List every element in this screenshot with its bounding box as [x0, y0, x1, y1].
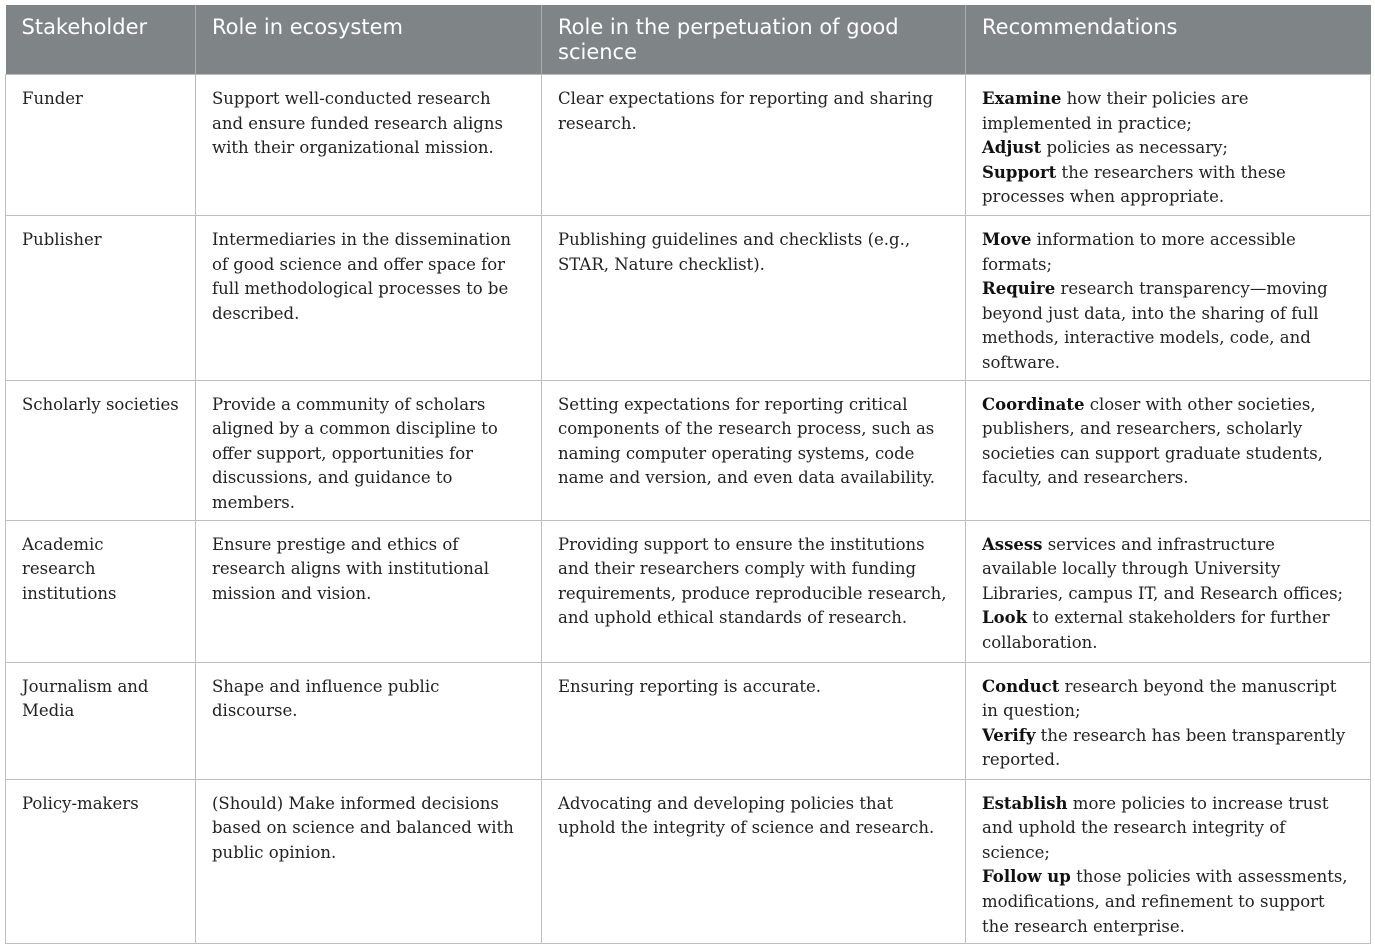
recommendation-item — [982, 393, 1354, 491]
recommendation-item — [982, 228, 1354, 277]
recommendation-text: policies as necessary; — [1041, 138, 1228, 158]
header-row — [6, 5, 1371, 75]
recommendation-text: services and infrastructure available locally through University Libraries, campus IT, and Research offices; — [982, 534, 1344, 603]
recommendation-text: research beyond the manuscript in question; — [982, 676, 1337, 721]
recommendations-cell — [966, 779, 1371, 944]
recommendation-verb: Conduct — [982, 676, 1060, 696]
perpetuation-cell: Providing support to ensure the institutions and their researchers comply with funding requirements, produce reproducible research, and uphold ethical standards of research. — [542, 520, 966, 662]
stakeholder-cell: Publisher — [6, 216, 196, 381]
stakeholder-table — [5, 5, 1371, 944]
recommendation-verb: Follow up — [982, 867, 1071, 887]
table-row — [6, 779, 1371, 944]
recommendation-verb: Support — [982, 162, 1057, 182]
recommendations-cell — [966, 520, 1371, 662]
role-cell: Shape and influence public discourse. — [196, 662, 542, 779]
recommendation-item — [982, 533, 1354, 607]
perpetuation-cell: Ensuring reporting is accurate. — [542, 662, 966, 779]
recommendation-text: the researchers with these processes when appropriate. — [982, 162, 1286, 207]
role-cell: (Should) Make informed decisions based on science and balanced with public opinion. — [196, 779, 542, 944]
perpetuation-cell: Setting expectations for reporting critical components of the research process, such as naming computer operating systems, code name and version, and even data availability. — [542, 380, 966, 520]
recommendation-text: to external stakeholders for further collaboration. — [982, 608, 1330, 652]
role-cell: Provide a community of scholars aligned by a common discipline to offer support, opportunities for discussions, and guidance to members. — [196, 380, 542, 520]
table-row — [6, 380, 1371, 520]
recommendation-verb: Coordinate — [982, 394, 1085, 414]
recommendation-verb: Establish — [982, 793, 1068, 813]
recommendation-text: those policies with assessments, modifications, and refinement to support the research enterprise. — [982, 867, 1348, 936]
perpetuation-cell: Advocating and developing policies that uphold the integrity of science and research. — [542, 779, 966, 944]
recommendation-text: the research has been transparently reported. — [982, 725, 1346, 770]
recommendation-verb: Require — [982, 279, 1056, 299]
stakeholder-cell: Funder — [6, 75, 196, 216]
role-cell: Support well-conducted research and ensure funded research aligns with their organizational mission. — [196, 75, 542, 216]
recommendations-cell — [966, 662, 1371, 779]
perpetuation-cell: Publishing guidelines and checklists (e.g., STAR, Nature checklist). — [542, 216, 966, 381]
table-row — [6, 216, 1371, 381]
recommendations-cell — [966, 75, 1371, 216]
perpetuation-cell: Clear expectations for reporting and sharing research. — [542, 75, 966, 216]
stakeholder-cell: Academic research institutions — [6, 520, 196, 662]
recommendation-verb: Examine — [982, 89, 1062, 108]
table-row — [6, 520, 1371, 662]
recommendation-item — [982, 606, 1354, 655]
recommendation-verb: Assess — [982, 534, 1043, 554]
recommendation-item — [982, 136, 1354, 161]
recommendation-text: how their policies are implemented in practice; — [982, 89, 1249, 133]
table-header — [6, 5, 1371, 75]
role-cell: Ensure prestige and ethics of research aligns with institutional mission and vision. — [196, 520, 542, 662]
table-body — [6, 75, 1371, 944]
recommendation-item — [982, 792, 1354, 866]
recommendation-verb: Look — [982, 608, 1028, 628]
recommendation-item — [982, 161, 1354, 210]
header-recommendations: Recommendations — [966, 5, 1371, 75]
recommendations-cell — [966, 380, 1371, 520]
role-cell: Intermediaries in the dissemination of good science and offer space for full methodological processes to be described. — [196, 216, 542, 381]
recommendations-cell — [966, 216, 1371, 381]
recommendation-verb: Move — [982, 230, 1032, 249]
header-stakeholder: Stakeholder — [6, 5, 196, 75]
recommendation-item — [982, 865, 1354, 939]
recommendation-item — [982, 277, 1354, 375]
stakeholder-cell: Scholarly societies — [6, 380, 196, 520]
header-role-in-perpetuation: Role in the perpetuation of good science — [542, 5, 966, 75]
recommendation-text: information to more accessible formats; — [982, 230, 1296, 274]
recommendation-item — [982, 724, 1354, 773]
table-row — [6, 662, 1371, 779]
recommendation-verb: Adjust — [982, 138, 1042, 158]
stakeholder-cell: Policy-makers — [6, 779, 196, 944]
header-role-in-ecosystem: Role in ecosystem — [196, 5, 542, 75]
recommendation-text: more policies to increase trust and uphold the research integrity of science; — [982, 793, 1329, 862]
stakeholder-cell: Journalism and Media — [6, 662, 196, 779]
recommendation-text: closer with other societies, publishers, and researchers, scholarly societies can support graduate students, faculty, and researchers. — [982, 394, 1323, 488]
table-row — [6, 75, 1371, 216]
recommendation-text: research transparency—moving beyond just data, into the sharing of full methods, interactive models, code, and software. — [982, 279, 1328, 372]
recommendation-item — [982, 675, 1354, 724]
recommendation-item — [982, 87, 1354, 136]
recommendation-verb: Verify — [982, 725, 1036, 745]
